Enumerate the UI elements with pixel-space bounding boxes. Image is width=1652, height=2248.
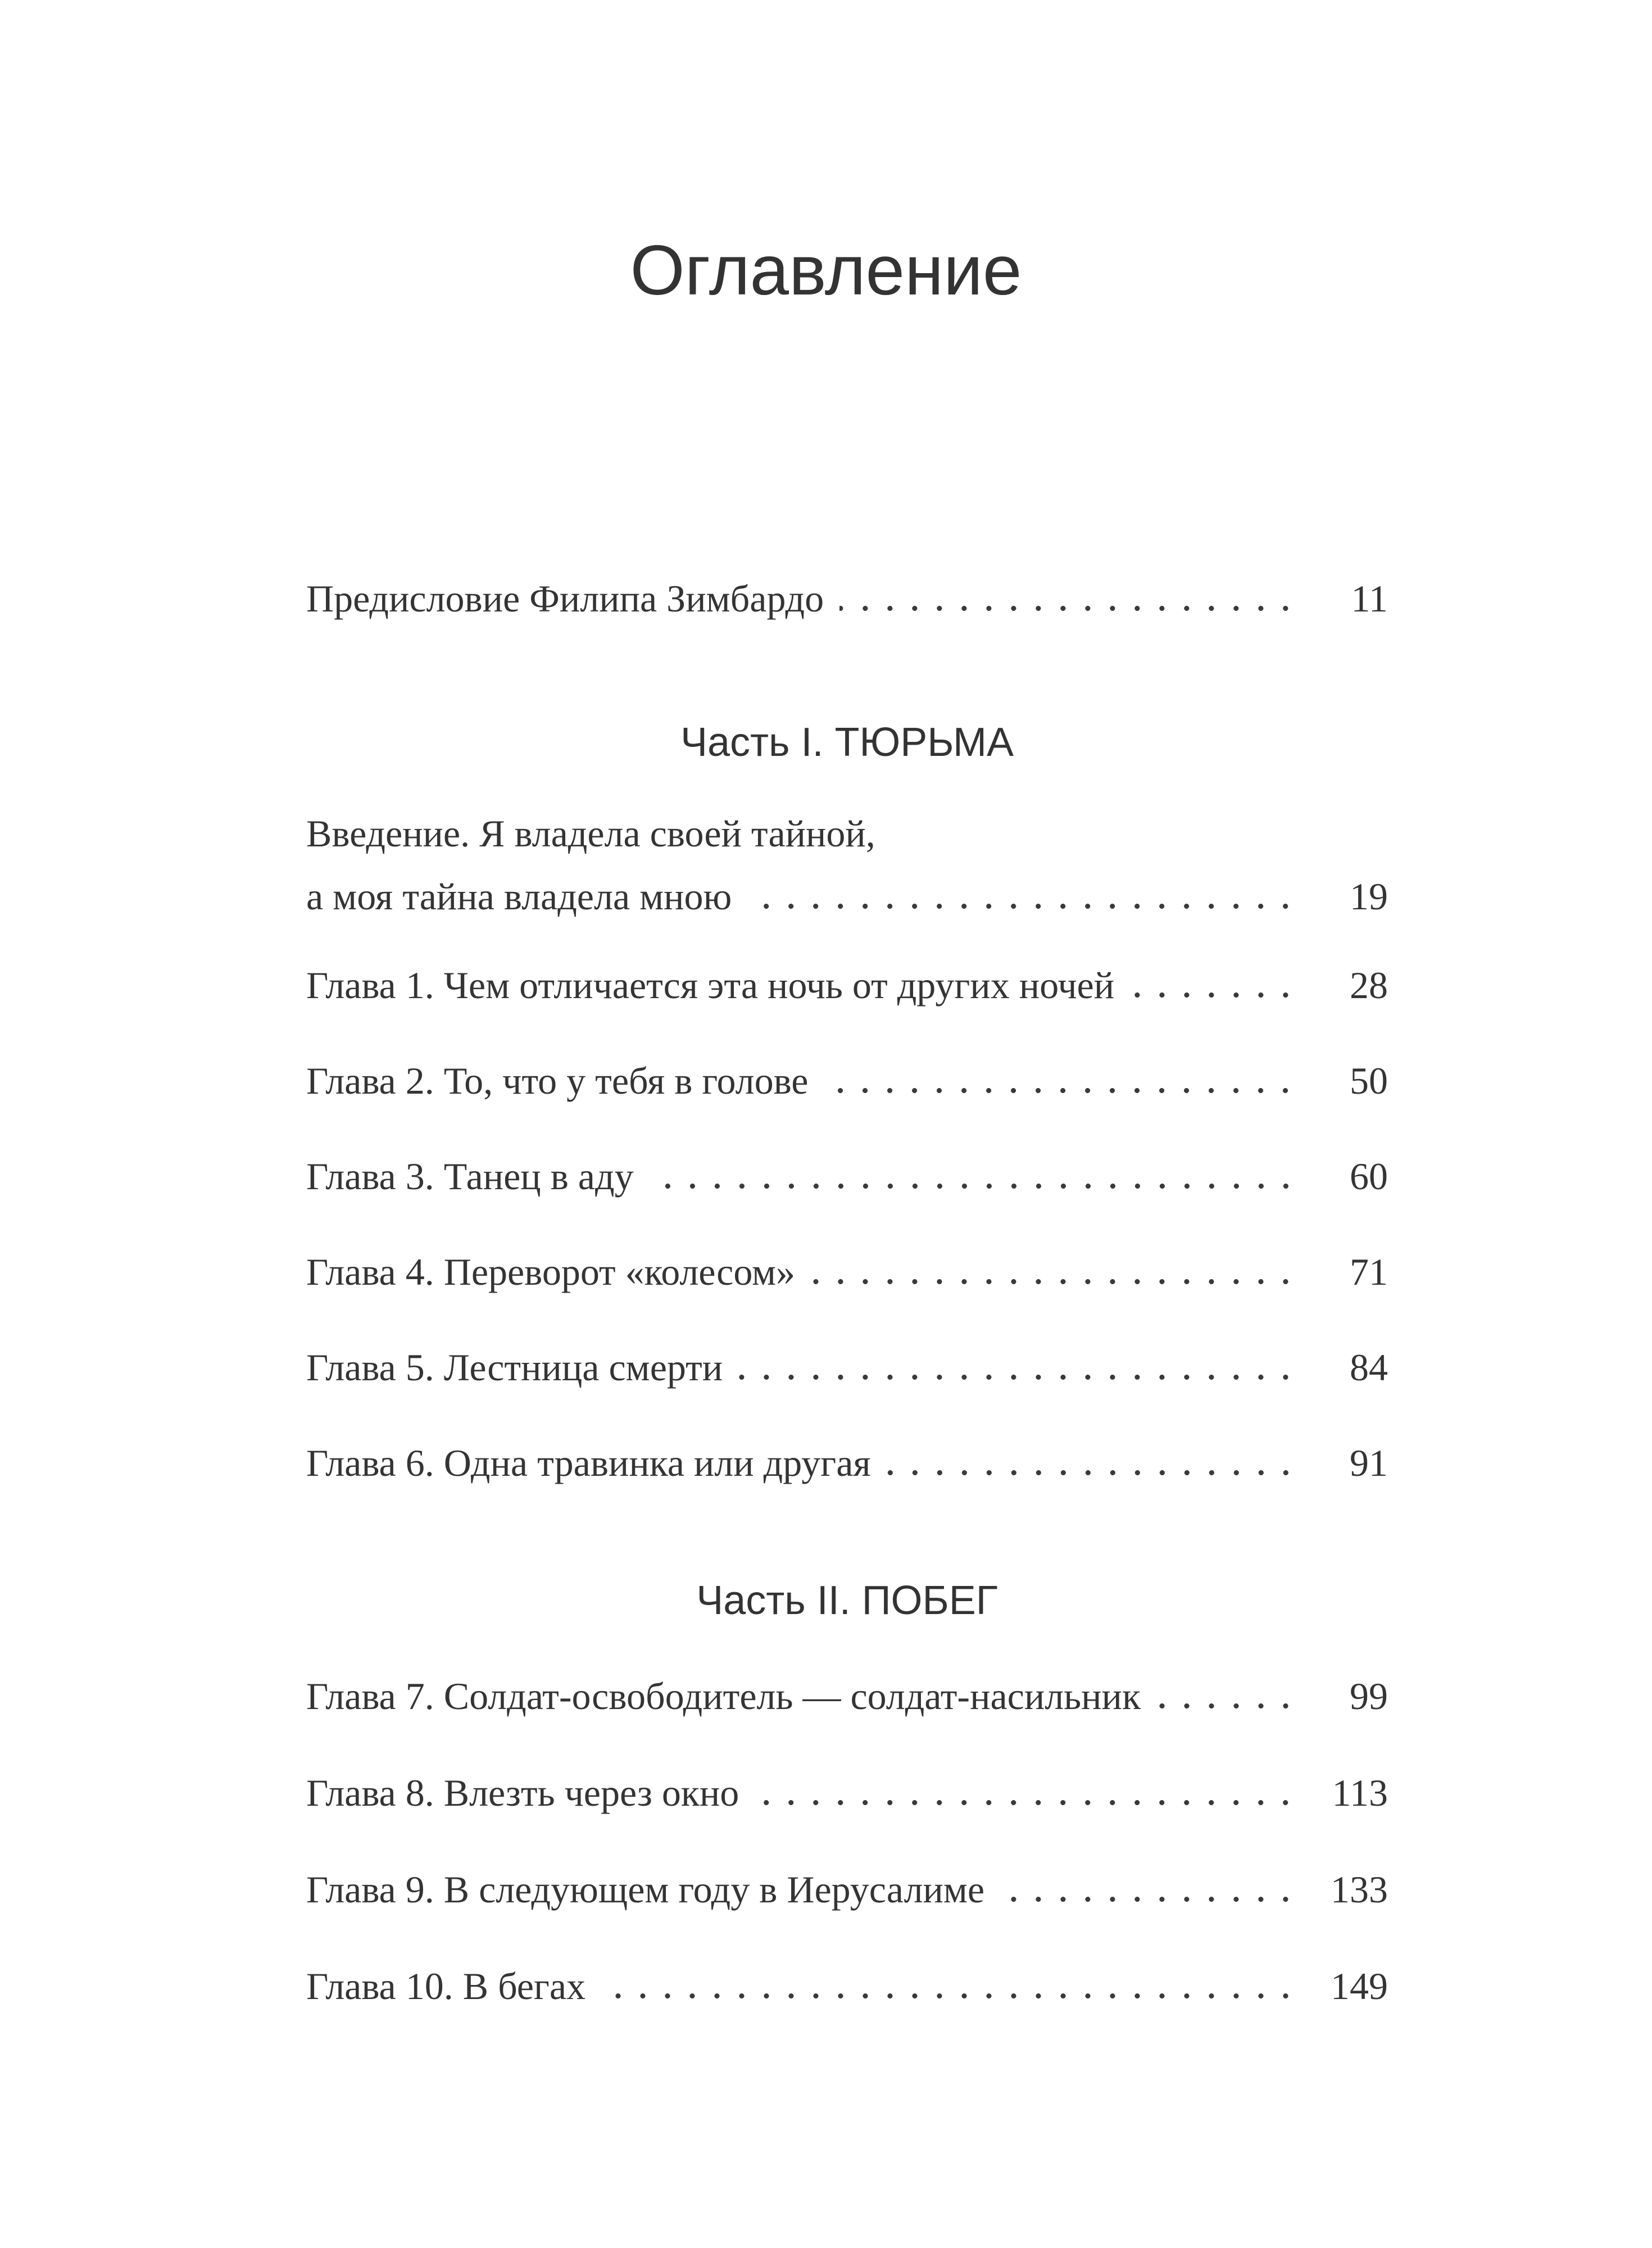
toc-entry-chapter-1[interactable]: [306, 964, 1388, 1007]
dot-leader: [811, 1278, 1298, 1285]
entry-page-number: 11: [1351, 577, 1388, 620]
toc-entry-chapter-6[interactable]: [306, 1444, 1388, 1482]
entry-page-number: 149: [1331, 1965, 1388, 2007]
dot-leader: [747, 903, 1298, 909]
toc-entry-chapter-8[interactable]: [306, 1771, 1388, 1814]
entry-page-number: 133: [1331, 1868, 1388, 1911]
dot-leader: [1130, 991, 1298, 998]
entry-page-number: 60: [1350, 1155, 1388, 1198]
dot-leader: [824, 1087, 1298, 1094]
entry-label: Глава 10. В бегах: [306, 1965, 586, 2007]
entry-label: Глава 4. Переворот «колесом»: [306, 1250, 796, 1293]
dot-leader: [839, 605, 1298, 611]
dot-leader: [1156, 1702, 1298, 1709]
entry-label: Предисловие Филипа Зимбардо: [306, 577, 824, 620]
entry-label: Глава 3. Танец в аду: [306, 1155, 634, 1198]
toc-entry-chapter-7[interactable]: [306, 1677, 1388, 1715]
entry-page-number: 19: [1350, 875, 1388, 918]
part-heading-1: Часть I. ТЮРЬМА: [680, 720, 1014, 765]
entry-page-number: 84: [1350, 1346, 1388, 1389]
entry-label: Глава 7. Солдат-освободитель — солдат-насильник: [306, 1675, 1141, 1717]
toc-entry-introduction-line2[interactable]: [306, 875, 1388, 918]
entry-label: Глава 9. В следующем году в Иерусалиме: [306, 1868, 985, 1911]
toc-entry-chapter-4[interactable]: [306, 1250, 1388, 1293]
dot-leader: [887, 1469, 1298, 1476]
toc-entry-introduction-line1[interactable]: [306, 814, 1388, 853]
entry-page-number: 50: [1350, 1059, 1388, 1102]
entry-label: а моя тайна владела мною: [306, 875, 732, 918]
toc-entry-chapter-3[interactable]: [306, 1155, 1388, 1198]
entry-label: Глава 1. Чем отличается эта ночь от других ночей: [306, 964, 1115, 1007]
dot-leader: [755, 1799, 1298, 1806]
entry-label: Глава 6. Одна травинка или другая: [306, 1442, 871, 1484]
toc-content: [306, 0, 1388, 2248]
entry-page-number: 71: [1350, 1250, 1388, 1293]
entry-page-number: 28: [1350, 964, 1388, 1007]
toc-entry-chapter-10[interactable]: [306, 1967, 1388, 2005]
dot-leader: [650, 1182, 1298, 1189]
dot-leader: [738, 1374, 1298, 1380]
toc-entry-preface[interactable]: [306, 579, 1388, 618]
dot-leader: [601, 1992, 1298, 1999]
entry-page-number: 99: [1350, 1675, 1388, 1717]
entry-label: Глава 8. Влезть через окно: [306, 1771, 739, 1814]
toc-entry-chapter-5[interactable]: [306, 1346, 1388, 1389]
dot-leader: [1000, 1896, 1298, 1902]
entry-label: Введение. Я владела своей тайной,: [306, 812, 875, 855]
toc-entry-chapter-2[interactable]: [306, 1059, 1388, 1102]
page-title: Оглавление: [630, 232, 1022, 310]
part-heading-2: Часть II. ПОБЕГ: [696, 1578, 998, 1623]
entry-page-number: 113: [1332, 1771, 1388, 1814]
toc-entry-chapter-9[interactable]: [306, 1870, 1388, 1909]
entry-page-number: 91: [1350, 1442, 1388, 1484]
entry-label: Глава 2. То, что у тебя в голове: [306, 1059, 809, 1102]
entry-label: Глава 5. Лестница смерти: [306, 1346, 723, 1389]
